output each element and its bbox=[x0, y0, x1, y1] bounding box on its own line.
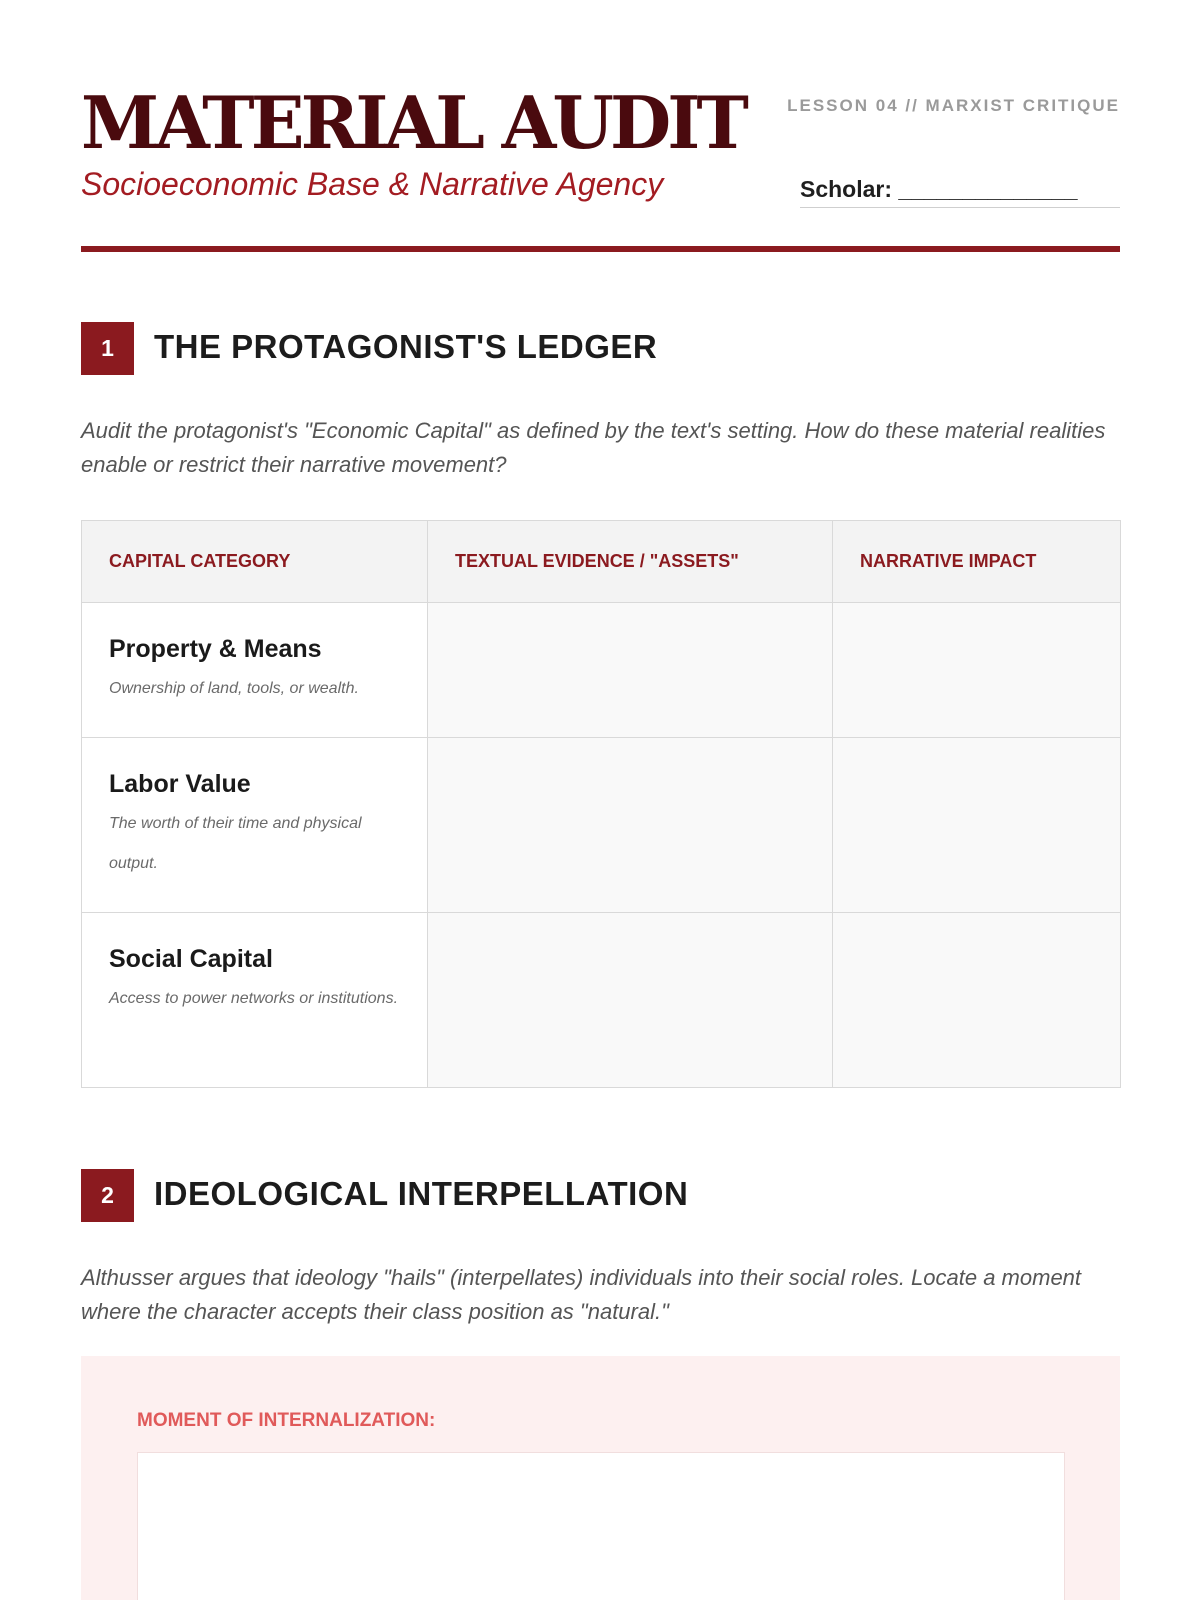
category-cell bbox=[82, 603, 428, 738]
column-header-narrative-impact: NARRATIVE IMPACT bbox=[833, 521, 1121, 603]
category-cell bbox=[82, 913, 428, 1088]
header-divider bbox=[81, 246, 1120, 252]
lesson-label: LESSON 04 // MARXIST CRITIQUE bbox=[787, 96, 1120, 115]
worksheet-page bbox=[81, 0, 1120, 1600]
section-2-title: IDEOLOGICAL INTERPELLATION bbox=[154, 1175, 689, 1212]
internalization-input[interactable] bbox=[137, 1452, 1065, 1600]
category-note: The worth of their time and physical output. bbox=[109, 815, 362, 872]
section-1-number-badge: 1 bbox=[81, 322, 134, 375]
section-2-description: Althusser argues that ideology "hails" (interpellates) individuals into their social roles. Locate a moment where the character accepts their class position as "natural." bbox=[81, 1265, 1082, 1324]
column-header-capital-category: CAPITAL CATEGORY bbox=[82, 521, 428, 603]
internalization-response-box bbox=[81, 1356, 1120, 1600]
impact-input-cell[interactable] bbox=[833, 603, 1121, 738]
category-cell bbox=[82, 738, 428, 913]
evidence-input-cell[interactable] bbox=[428, 738, 833, 913]
section-2-number-badge: 2 bbox=[81, 1169, 134, 1222]
table-header-row bbox=[82, 521, 1121, 603]
category-name: Property & Means bbox=[109, 635, 322, 663]
page-title: MATERIAL AUDIT bbox=[81, 80, 745, 165]
category-note: Ownership of land, tools, or wealth. bbox=[109, 680, 359, 697]
section-1-description: Audit the protagonist's "Economic Capital" as defined by the text's setting. How do these material realities enable or restrict their narrative movement? bbox=[81, 418, 1106, 477]
impact-input-cell[interactable] bbox=[833, 913, 1121, 1088]
page-subtitle: Socioeconomic Base & Narrative Agency bbox=[81, 166, 664, 202]
impact-input-cell[interactable] bbox=[833, 738, 1121, 913]
category-note: Access to power networks or institutions. bbox=[109, 990, 399, 1007]
section-1-title: THE PROTAGONIST'S LEDGER bbox=[154, 328, 658, 365]
table-row bbox=[82, 913, 1121, 1088]
category-name: Labor Value bbox=[109, 770, 251, 798]
column-header-textual-evidence: TEXTUAL EVIDENCE / "ASSETS" bbox=[428, 521, 833, 603]
evidence-input-cell[interactable] bbox=[428, 913, 833, 1088]
scholar-name-field[interactable]: Scholar: ______________ bbox=[800, 172, 1120, 208]
internalization-label: MOMENT OF INTERNALIZATION: bbox=[137, 1410, 436, 1431]
table-row bbox=[82, 603, 1121, 738]
evidence-input-cell[interactable] bbox=[428, 603, 833, 738]
category-name: Social Capital bbox=[109, 945, 273, 973]
ledger-table bbox=[81, 520, 1121, 1088]
table-row bbox=[82, 738, 1121, 913]
